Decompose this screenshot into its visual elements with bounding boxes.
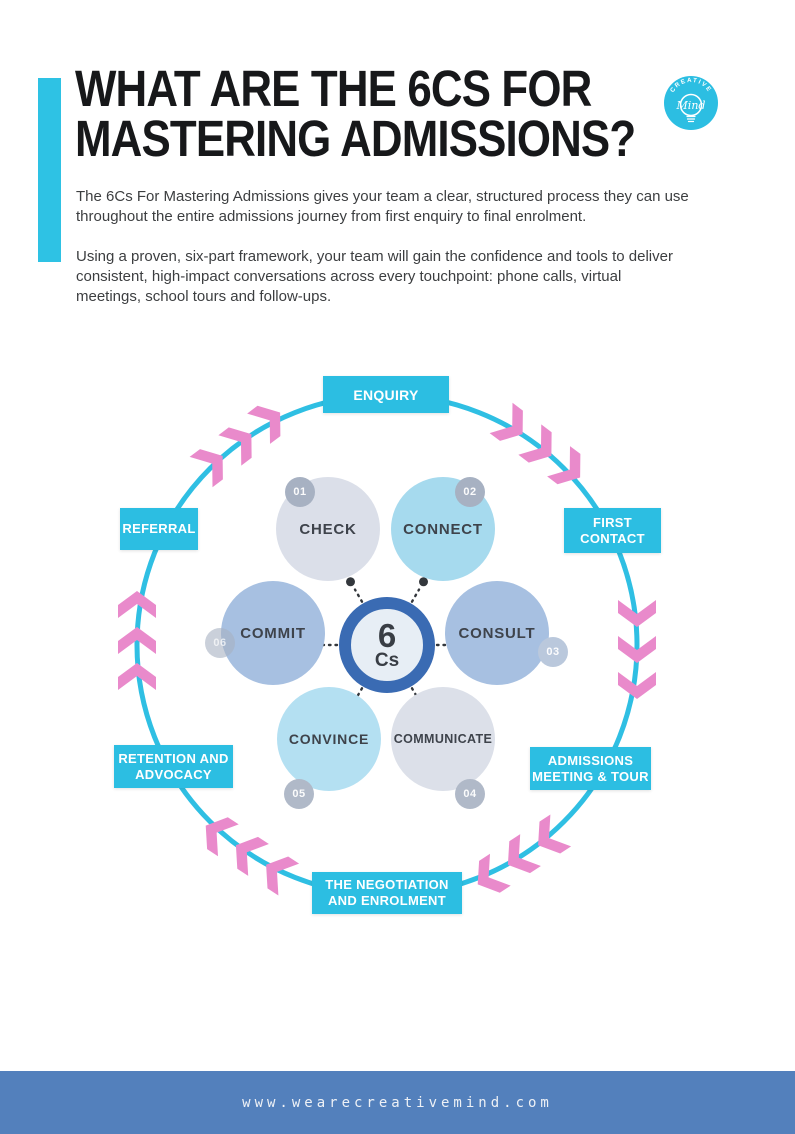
stage-retention-line1: RETENTION AND (118, 750, 229, 766)
stage-first-contact (564, 508, 661, 553)
stage-admissions-meeting-tour (530, 747, 651, 790)
step-number-badge-05: 05 (284, 779, 314, 809)
intro-paragraph-2: Using a proven, six-part framework, your team will gain the confidence and tools to deliver consistent, high-impact conversations across every touchpoint: phone calls, virtual meetings, school tours and follow-ups. (76, 248, 673, 305)
title-accent-bar (38, 78, 61, 262)
petal-consult (445, 581, 549, 685)
petal-consult-label: CONSULT (458, 624, 536, 642)
stage-enquiry (323, 376, 449, 413)
petal-commit (221, 581, 325, 685)
stage-referral-label: REFERRAL (122, 521, 196, 536)
logo-script-text: Mind (676, 99, 706, 112)
stage-first-contact-line2: CONTACT (580, 530, 645, 546)
petal-connect-label: CONNECT (403, 520, 483, 538)
footer-bar (0, 1071, 795, 1134)
stage-negotiation-enrolment (312, 872, 462, 914)
stage-admissions-line1: ADMISSIONS (547, 752, 634, 768)
step-number-badge-03: 03 (538, 637, 568, 667)
petal-check-label: CHECK (299, 520, 357, 538)
petal-convince-label: CONVINCE (288, 731, 370, 747)
stage-negotiation-line2: AND ENROLMENT (327, 893, 446, 908)
stage-retention-line2: ADVOCACY (135, 766, 212, 782)
intro-paragraph-1: The 6Cs For Mastering Admissions gives your team a clear, structured process they can use throughout the entire admissions journey from first enquiry to final enrolment. (76, 188, 689, 225)
step-number-badge-01: 01 (285, 477, 315, 507)
petal-communicate (391, 687, 495, 791)
page-title-line1: WHAT ARE THE 6CS FOR (75, 60, 592, 117)
hub-cs-label: Cs (374, 649, 400, 671)
footer-url: www.wearecreativemind.com (242, 1094, 553, 1111)
page-title (75, 60, 636, 167)
step-number-badge-06: 06 (205, 628, 235, 658)
petal-convince (277, 687, 381, 791)
stage-admissions-line2: MEETING & TOUR (532, 768, 649, 784)
step-number-badge-02: 02 (455, 477, 485, 507)
stage-first-contact-line1: FIRST (592, 514, 633, 530)
petal-communicate-label: COMMUNICATE (393, 732, 493, 746)
page-title-line2: MASTERING ADMISSIONS? (75, 110, 636, 167)
creative-mind-logo (663, 75, 719, 131)
stage-referral (120, 508, 198, 550)
stage-negotiation-line1: THE NEGOTIATION (325, 877, 449, 892)
hub-6cs (339, 597, 435, 693)
stage-enquiry-label: ENQUIRY (353, 386, 419, 403)
step-number-badge-04: 04 (455, 779, 485, 809)
logo-arc-text: CREATIVE (668, 76, 714, 94)
petal-commit-label: COMMIT (240, 624, 306, 642)
hub-number: 6 (377, 616, 397, 654)
stage-retention-advocacy (114, 745, 233, 788)
